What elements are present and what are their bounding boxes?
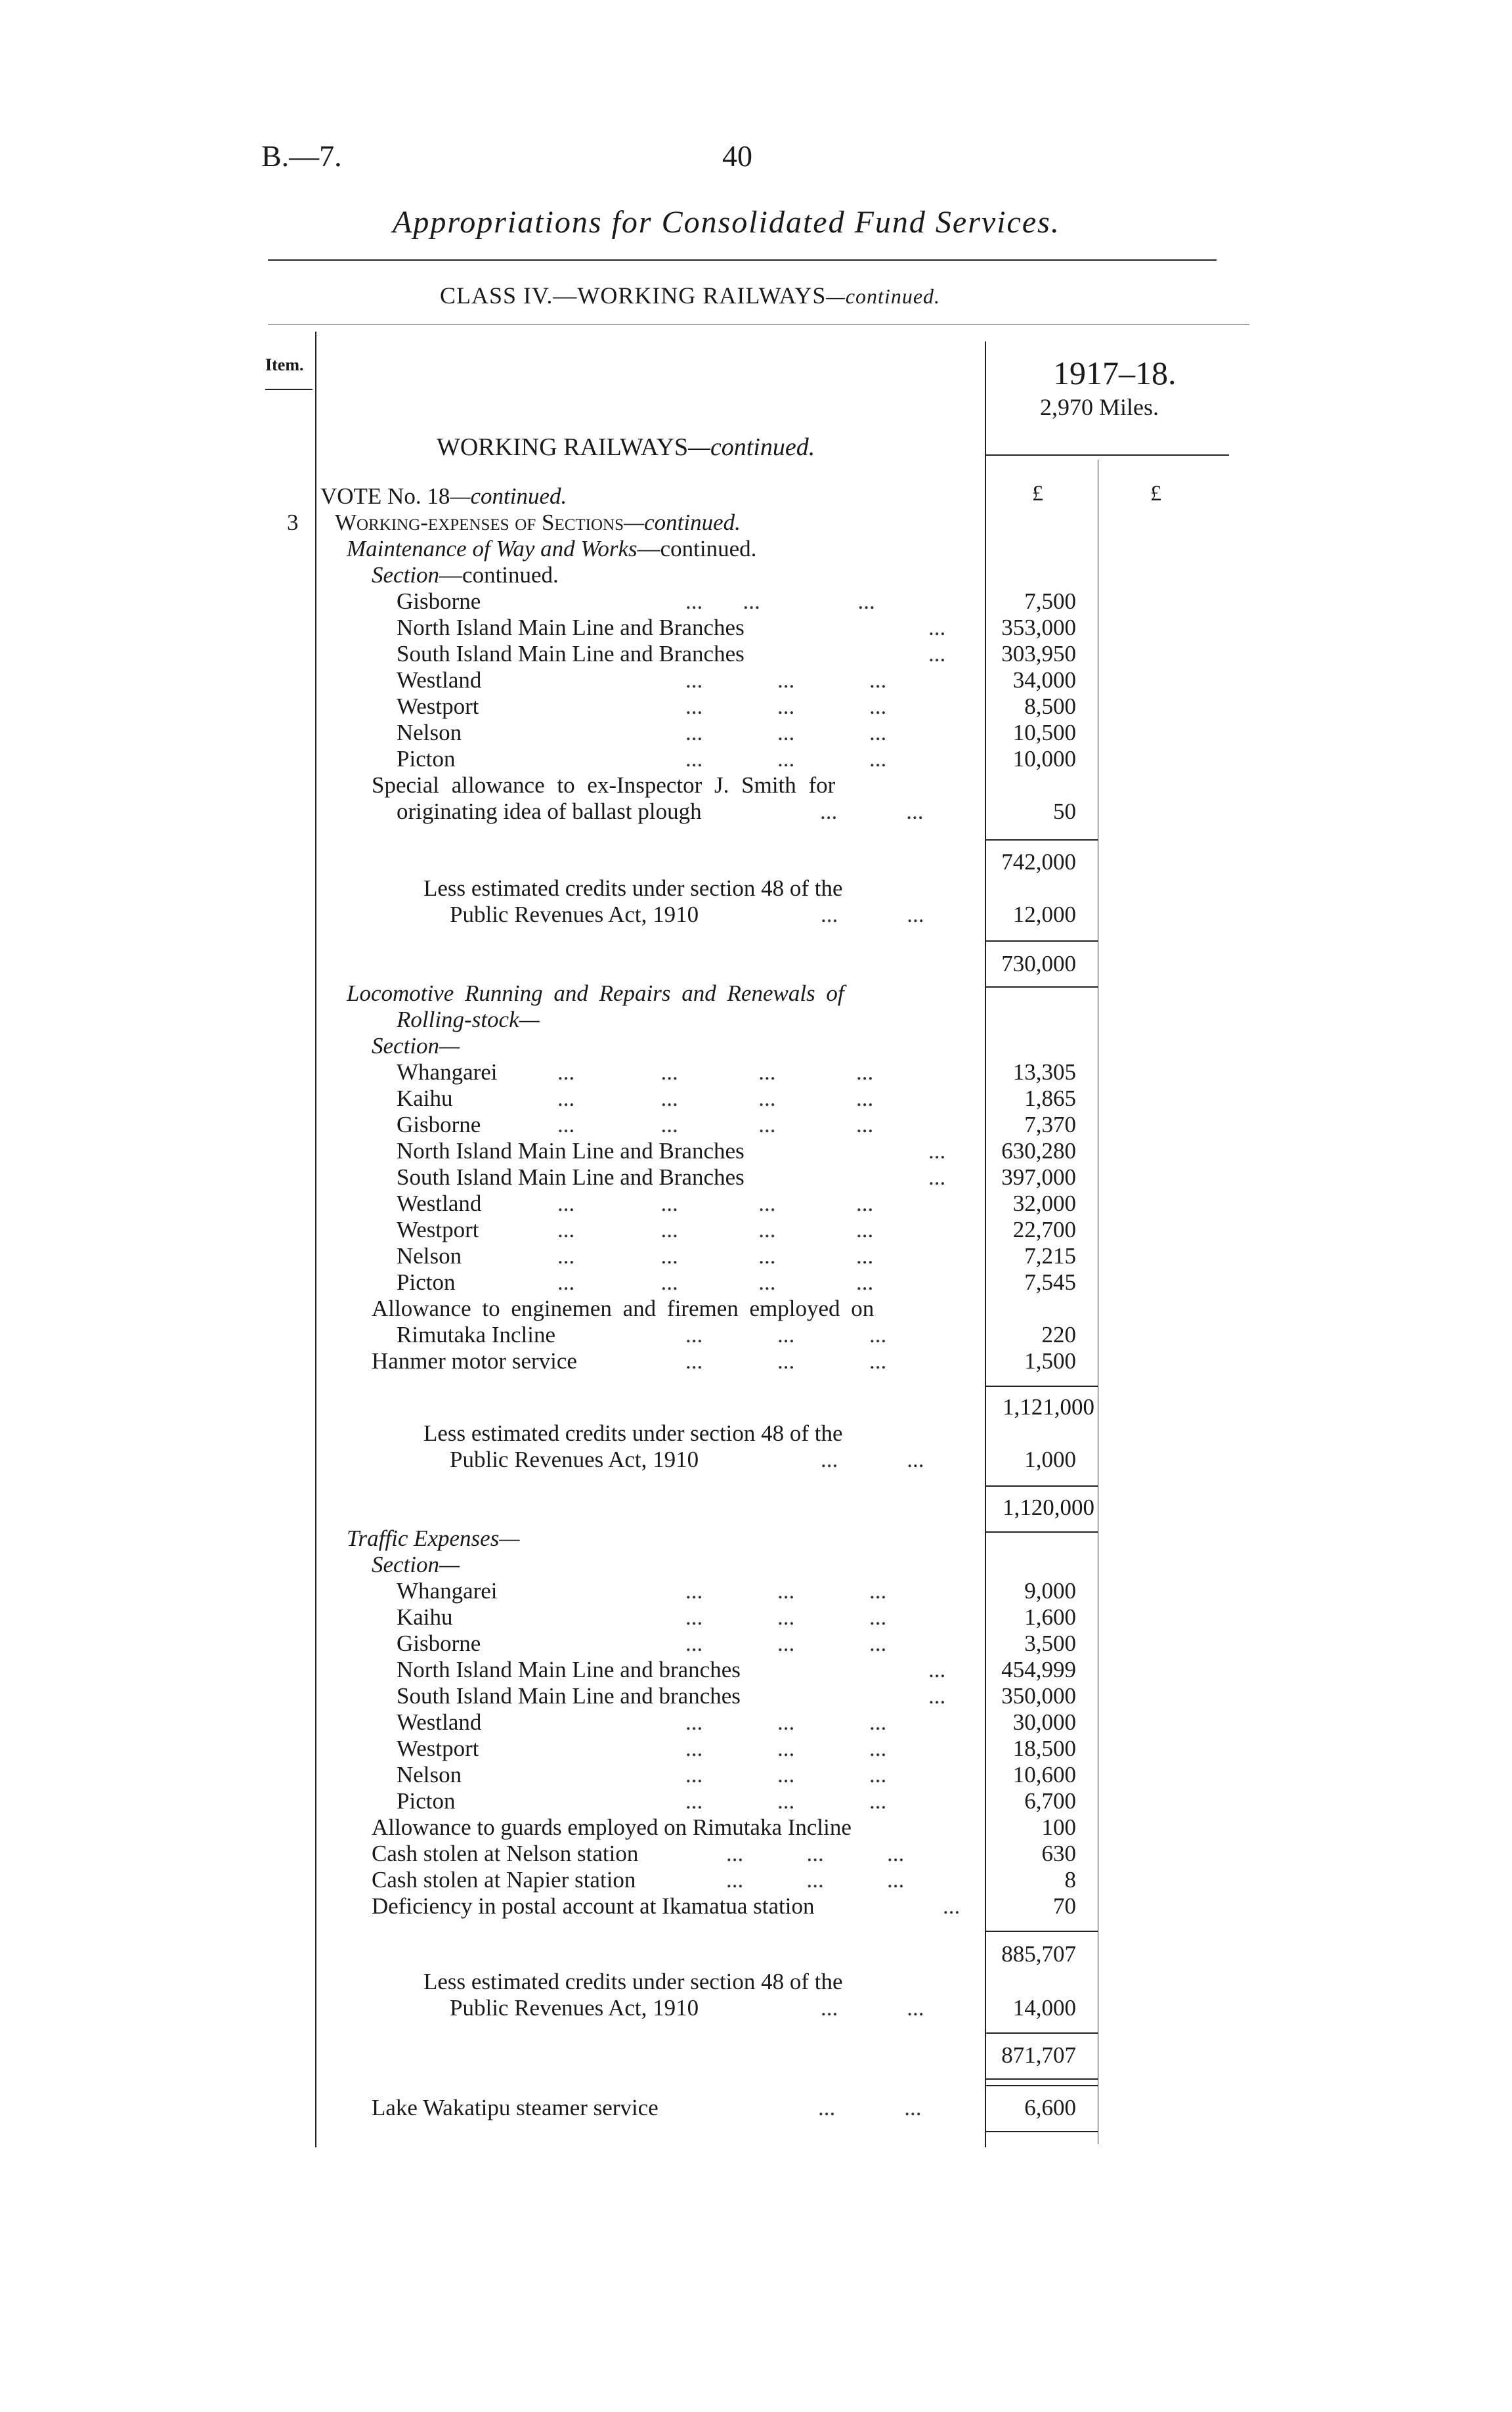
table-row: Whangarei ... ... ... ... 13,305: [397, 1059, 1076, 1085]
item-column-header: Item.: [265, 355, 304, 374]
row-value: 18,500: [1012, 1736, 1076, 1761]
total-rule: [986, 940, 1098, 942]
special-allowance-line1: Special allowance to ex-Inspector J. Smith for: [372, 772, 836, 798]
table-row: South Island Main Line and branches ... 350,000: [397, 1683, 1076, 1709]
table-row: Gisborne ... ... ... 3,500: [397, 1631, 1076, 1656]
row-value: 6,700: [1024, 1788, 1076, 1814]
table-row: Picton ... ... ... 6,700: [397, 1788, 1076, 1814]
less-credits-line2: Public Revenues Act, 1910: [450, 1995, 699, 2021]
class-heading: [440, 284, 940, 307]
row-value: 10,000: [1012, 746, 1076, 772]
row-label: Hanmer motor service: [372, 1348, 577, 1374]
row-label: Allowance to guards employed on Rimutaka Incline: [372, 1814, 852, 1840]
table-row: Cash stolen at Nelson station ... ... ... 630: [372, 1841, 1076, 1866]
row-label: Picton: [397, 1269, 456, 1295]
total-rule-bottom: [986, 2078, 1098, 2080]
title-rule: [268, 259, 1217, 261]
subtotal-text: 742,000: [1001, 849, 1076, 875]
row-value: 22,700: [1012, 1217, 1076, 1242]
row-label: Lake Wakatipu steamer service: [372, 2095, 659, 2120]
less-credits-line2: Public Revenues Act, 1910: [450, 1447, 699, 1472]
row-label: South Island Main Line and Branches: [397, 1164, 745, 1190]
less-credits-line1: Less estimated credits under section 48 of the: [423, 1969, 843, 1994]
maintenance-section-rest: —continued.: [439, 562, 559, 588]
table-row: originating idea of ballast plough ... ... 50: [397, 799, 1076, 824]
total-rule-bottom: [986, 1531, 1098, 1533]
table-row: Lake Wakatipu steamer service ... ... 6,600: [372, 2095, 1076, 2120]
miles-header: 2,970 Miles.: [1040, 394, 1159, 420]
row-value: 454,999: [1001, 1657, 1076, 1682]
total-text: 1,120,000: [1003, 1495, 1094, 1520]
working-expenses-cont: —continued.: [624, 510, 741, 535]
currency-symbol-1: £: [1032, 481, 1043, 506]
working-expenses-heading: [335, 511, 741, 534]
row-value: 14,000: [1012, 1995, 1076, 2021]
table-row: Cash stolen at Napier station ... ... ... 8: [372, 1867, 1076, 1893]
table-row: Kaihu ... ... ... ... 1,865: [397, 1085, 1076, 1111]
table-row: Westland ... ... ... 30,000: [397, 1709, 1076, 1735]
table-row: Nelson ... ... ... ... 7,215: [397, 1243, 1076, 1269]
table-row: Westland ... ... ... ... 32,000: [397, 1191, 1076, 1216]
row-value: 6,600: [1024, 2095, 1076, 2120]
row-value: 9,000: [1024, 1578, 1076, 1604]
row-label: Westland: [397, 1191, 482, 1216]
section-heading-main: WORKING RAILWAYS: [437, 433, 689, 461]
row-value: 1,000: [1024, 1447, 1076, 1472]
row-label: Nelson: [397, 1762, 462, 1787]
less-credits-line2: Public Revenues Act, 1910: [450, 902, 699, 927]
maintenance-section-it: Section: [372, 562, 440, 588]
row-value: 7,545: [1024, 1269, 1076, 1295]
year-header-rule: [986, 454, 1229, 456]
row-value: 630: [1041, 1841, 1076, 1866]
subtotal-rule: [986, 1386, 1098, 1387]
row-label: Cash stolen at Napier station: [372, 1867, 636, 1893]
table-row: Westport ... ... ... ... 22,700: [397, 1217, 1076, 1242]
traffic-section-label: Section—: [372, 1552, 460, 1577]
subtotal-rule: [986, 839, 1098, 841]
table-row: Deficiency in postal account at Ikamatua station ... 70: [372, 1893, 1076, 1919]
locomotive-heading-line1: Locomotive Running and Repairs and Renewals of: [347, 980, 844, 1006]
page-title: Appropriations for Consolidated Fund Services.: [393, 205, 1060, 240]
table-row: [372, 1816, 1076, 1839]
row-value: 353,000: [1001, 615, 1076, 640]
total-rule: [986, 1485, 1098, 1487]
table-top-rule: [268, 324, 1249, 325]
row-label: Westport: [397, 693, 479, 719]
table-row: Picton ... ... ... ... 7,545: [397, 1269, 1076, 1295]
row-label: Gisborne: [397, 1112, 481, 1137]
allowance-enginemen-line1: Allowance to enginemen and firemen employed on: [372, 1296, 875, 1321]
vote-heading-cont: —continued.: [450, 483, 567, 509]
section-heading: [437, 435, 815, 460]
table-row: North Island Main Line and Branches ... 630,280: [397, 1138, 1076, 1164]
row-label: South Island Main Line and Branches: [397, 641, 745, 667]
row-label: Gisborne: [397, 588, 481, 614]
row-label: North Island Main Line and branches: [397, 1657, 741, 1682]
less-credits-line1: Less estimated credits under section 48 of the: [423, 875, 843, 901]
vote-heading: [320, 485, 567, 508]
maintenance-heading-rest: —continued.: [637, 536, 757, 561]
row-value: 1,600: [1024, 1604, 1076, 1630]
table-row: Westport ... ... ... 8,500: [397, 693, 1076, 719]
row-value: 12,000: [1012, 902, 1076, 927]
table-row: Nelson ... ... ... 10,500: [397, 720, 1076, 745]
row-value: 8: [1064, 1867, 1076, 1893]
row-label: Picton: [397, 746, 456, 772]
row-value: 13,305: [1012, 1059, 1076, 1085]
item-column-divider: [315, 332, 316, 2147]
table-row: Public Revenues Act, 1910 ... ... 14,000: [450, 1995, 1076, 2021]
row-value: 1,865: [1024, 1085, 1076, 1111]
table-row: Gisborne ... ... ... ... 7,370: [397, 1112, 1076, 1137]
less-credits-line1: Less estimated credits under section 48 of the: [423, 1420, 843, 1446]
row-label: Picton: [397, 1788, 456, 1814]
table-row: Nelson ... ... ... 10,600: [397, 1762, 1076, 1787]
subtotal-rule: [986, 1931, 1098, 1932]
table-row: South Island Main Line and Branches ... 397,000: [397, 1164, 1076, 1190]
row-value: 220: [1041, 1322, 1076, 1348]
row-label: Westland: [397, 1709, 482, 1735]
row-value: 30,000: [1012, 1709, 1076, 1735]
lake-rule-top: [986, 2085, 1098, 2086]
allowance-enginemen-line2: Rimutaka Incline: [397, 1322, 556, 1348]
total-rule-bottom: [986, 986, 1098, 988]
row-value: 50: [1053, 799, 1076, 824]
row-label: Westland: [397, 667, 482, 693]
table-row: Westport ... ... ... 18,500: [397, 1736, 1076, 1761]
maintenance-heading: [347, 537, 756, 560]
table-row: Westland ... ... ... 34,000: [397, 667, 1076, 693]
traffic-heading: Traffic Expenses—: [347, 1525, 520, 1551]
row-value: 350,000: [1001, 1683, 1076, 1709]
page-number: 40: [722, 139, 752, 173]
row-label: South Island Main Line and branches: [397, 1683, 741, 1709]
row-value: 3,500: [1024, 1631, 1076, 1656]
maintenance-heading-it: Maintenance of Way and Works: [347, 536, 637, 561]
row-value: 34,000: [1012, 667, 1076, 693]
row-value: 303,950: [1001, 641, 1076, 667]
locomotive-section-label: Section—: [372, 1033, 460, 1059]
currency-symbol-2: £: [1150, 481, 1161, 506]
row-value: 32,000: [1012, 1191, 1076, 1216]
lake-rule-bottom: [986, 2131, 1098, 2132]
row-label: Whangarei: [397, 1059, 498, 1085]
row-value: 397,000: [1001, 1164, 1076, 1190]
row-value: 100: [1041, 1814, 1076, 1840]
table-row: Public Revenues Act, 1910 ... ... 1,000: [450, 1447, 1076, 1472]
row-value: 630,280: [1001, 1138, 1076, 1164]
item-number: 3: [287, 510, 299, 535]
row-value: 8,500: [1024, 693, 1076, 719]
subtotal-text: 885,707: [1001, 1941, 1076, 1967]
total-rule: [986, 2032, 1098, 2034]
special-allowance-line2: originating idea of ballast plough: [397, 799, 702, 824]
table-row: North Island Main Line and Branches ... 353,000: [397, 615, 1076, 640]
table-row: North Island Main Line and branches ... 454,999: [397, 1657, 1076, 1682]
table-row: Kaihu ... ... ... 1,600: [397, 1604, 1076, 1630]
row-label: Westport: [397, 1217, 479, 1242]
section-heading-cont: —continued.: [688, 433, 815, 461]
row-label: Kaihu: [397, 1085, 453, 1111]
row-label: Nelson: [397, 720, 462, 745]
row-label: Nelson: [397, 1243, 462, 1269]
working-expenses-main: Working-expenses of Sections: [335, 510, 624, 535]
row-value: 70: [1053, 1893, 1076, 1919]
vote-heading-main: VOTE No. 18: [320, 483, 450, 509]
table-row: Hanmer motor service ... ... ... 1,500: [372, 1348, 1076, 1374]
row-value: 1,500: [1024, 1348, 1076, 1374]
table-row: Rimutaka Incline ... ... ... 220: [397, 1322, 1076, 1348]
row-value: 7,500: [1024, 588, 1076, 614]
row-label: Whangarei: [397, 1578, 498, 1604]
row-value: 10,500: [1012, 720, 1076, 745]
row-label: Cash stolen at Nelson station: [372, 1841, 639, 1866]
row-value: 7,370: [1024, 1112, 1076, 1137]
total-text: 730,000: [1001, 951, 1076, 976]
table-row: Gisborne ... ... ... 7,500: [397, 588, 1076, 614]
year-header: 1917–18.: [1053, 355, 1177, 391]
row-label: North Island Main Line and Branches: [397, 1138, 745, 1164]
item-header-rule: [265, 389, 313, 390]
row-label: Gisborne: [397, 1631, 481, 1656]
class-heading-cont: —continued.: [826, 284, 941, 308]
subtotal-text: 1,121,000: [1003, 1394, 1094, 1420]
row-value: 10,600: [1012, 1762, 1076, 1787]
document-ref: B.—7.: [261, 139, 342, 173]
row-label: North Island Main Line and Branches: [397, 615, 745, 640]
row-label: Westport: [397, 1736, 479, 1761]
table-row: South Island Main Line and Branches ... 303,950: [397, 641, 1076, 667]
row-label: Kaihu: [397, 1604, 453, 1630]
table-row: Picton ... ... ... 10,000: [397, 746, 1076, 772]
maintenance-section-label: [372, 563, 559, 586]
table-row: Public Revenues Act, 1910 ... ... 12,000: [450, 902, 1076, 927]
locomotive-heading-line2: Rolling-stock—: [397, 1007, 540, 1032]
row-value: 7,215: [1024, 1243, 1076, 1269]
class-heading-main: CLASS IV.—WORKING RAILWAYS: [440, 282, 827, 309]
table-row: Whangarei ... ... ... 9,000: [397, 1578, 1076, 1604]
total-text: 871,707: [1001, 2042, 1076, 2068]
row-label: Deficiency in postal account at Ikamatua station: [372, 1893, 815, 1919]
